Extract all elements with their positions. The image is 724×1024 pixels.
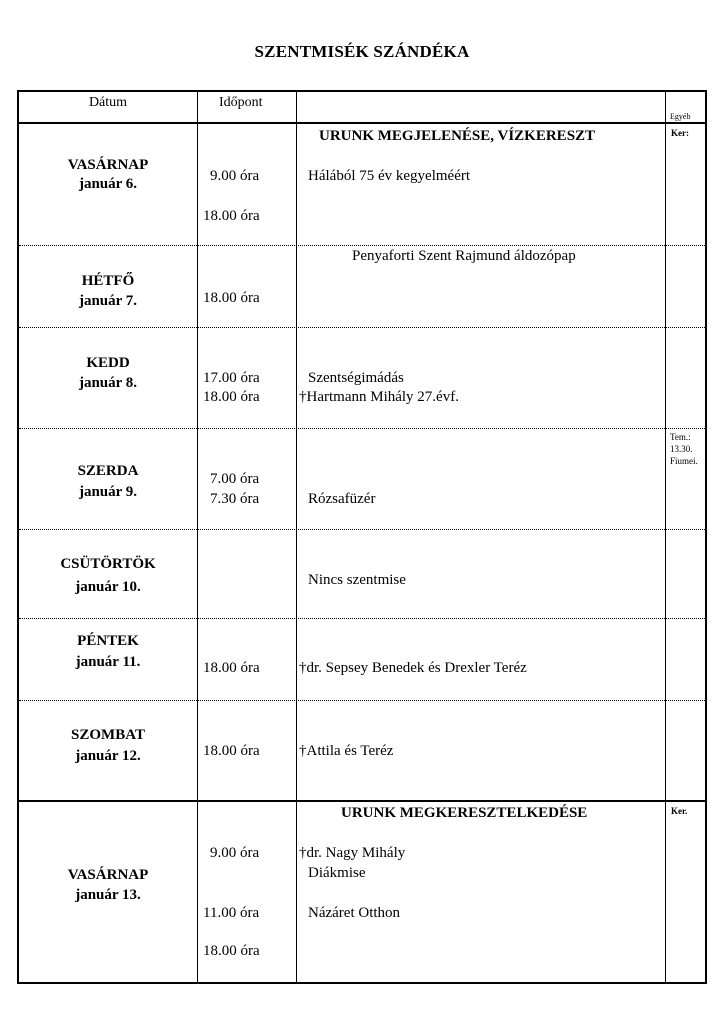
mass-intention: †Attila és Teréz [299,743,394,759]
row-separator [19,327,705,328]
mass-time: 18.00 óra [203,943,260,959]
day-name: CSÜTÖRTÖK [60,556,156,572]
day-name: HÉTFŐ [81,273,135,289]
day-date: január 12. [75,748,141,764]
day-name: SZERDA [77,463,139,479]
mass-intention: Názáret Otthon [308,905,401,921]
day-date: január 11. [75,654,141,670]
mass-time: 11.00 óra [203,905,260,921]
mass-intention: Rózsafüzér [308,491,376,507]
day-date: január 6. [78,176,138,192]
row-separator [19,800,705,802]
day-date: január 9. [78,484,138,500]
schedule-table [17,90,707,984]
page-title: SZENTMISÉK SZÁNDÉKA [254,42,470,61]
day-name: VASÁRNAP [67,867,149,883]
mass-time: 17.00 óra [203,370,260,386]
mass-intention: Hálából 75 év kegyelméért [308,168,471,184]
row-separator [19,428,705,429]
other-note: Tem.: [670,432,691,442]
feast-label: Penyaforti Szent Rajmund áldozópap [352,248,576,264]
day-name: SZOMBAT [71,727,145,743]
mass-time: 18.00 óra [203,389,260,405]
mass-intention: Diákmise [308,865,366,881]
row-separator [19,529,705,530]
day-date: január 7. [78,293,138,309]
other-note: Ker. [671,806,688,816]
row-separator [19,245,705,246]
day-date: január 13. [75,887,141,903]
mass-intention: †Hartmann Mihály 27.évf. [299,389,459,405]
mass-intention: Szentségimádás [308,370,404,386]
mass-intention: †dr. Nagy Mihály [299,845,406,861]
other-note: Ker: [671,128,689,138]
header-other: Egyéb [670,112,691,121]
header-date: Dátum [88,95,128,110]
row-separator [19,618,705,619]
mass-time: 18.00 óra [203,290,260,306]
other-note: 13.30. [670,444,693,454]
row-separator [19,700,705,701]
mass-time: 7.00 óra [210,471,260,487]
feast-label: URUNK MEGJELENÉSE, VÍZKERESZT [319,128,596,144]
header-separator [19,122,705,124]
column-divider-intention [665,92,666,982]
mass-time: 18.00 óra [203,660,260,676]
mass-time: 7.30 óra [210,491,260,507]
mass-time: 18.00 óra [203,208,260,224]
header-time: Időpont [219,95,263,110]
day-date: január 10. [75,579,141,595]
mass-intention: †dr. Sepsey Benedek és Drexler Teréz [299,660,527,676]
day-name: KEDD [86,355,130,371]
mass-time: 9.00 óra [210,168,260,184]
mass-time: 9.00 óra [210,845,260,861]
column-divider-date [197,92,198,982]
mass-time: 18.00 óra [203,743,260,759]
feast-label: URUNK MEGKERESZTELKEDÉSE [341,805,588,821]
day-name: VASÁRNAP [67,157,149,173]
other-note: Fiumei. [670,456,698,466]
mass-intention: Nincs szentmise [308,572,406,588]
day-name: PÉNTEK [77,633,139,649]
day-date: január 8. [78,375,138,391]
column-divider-time [296,92,297,982]
